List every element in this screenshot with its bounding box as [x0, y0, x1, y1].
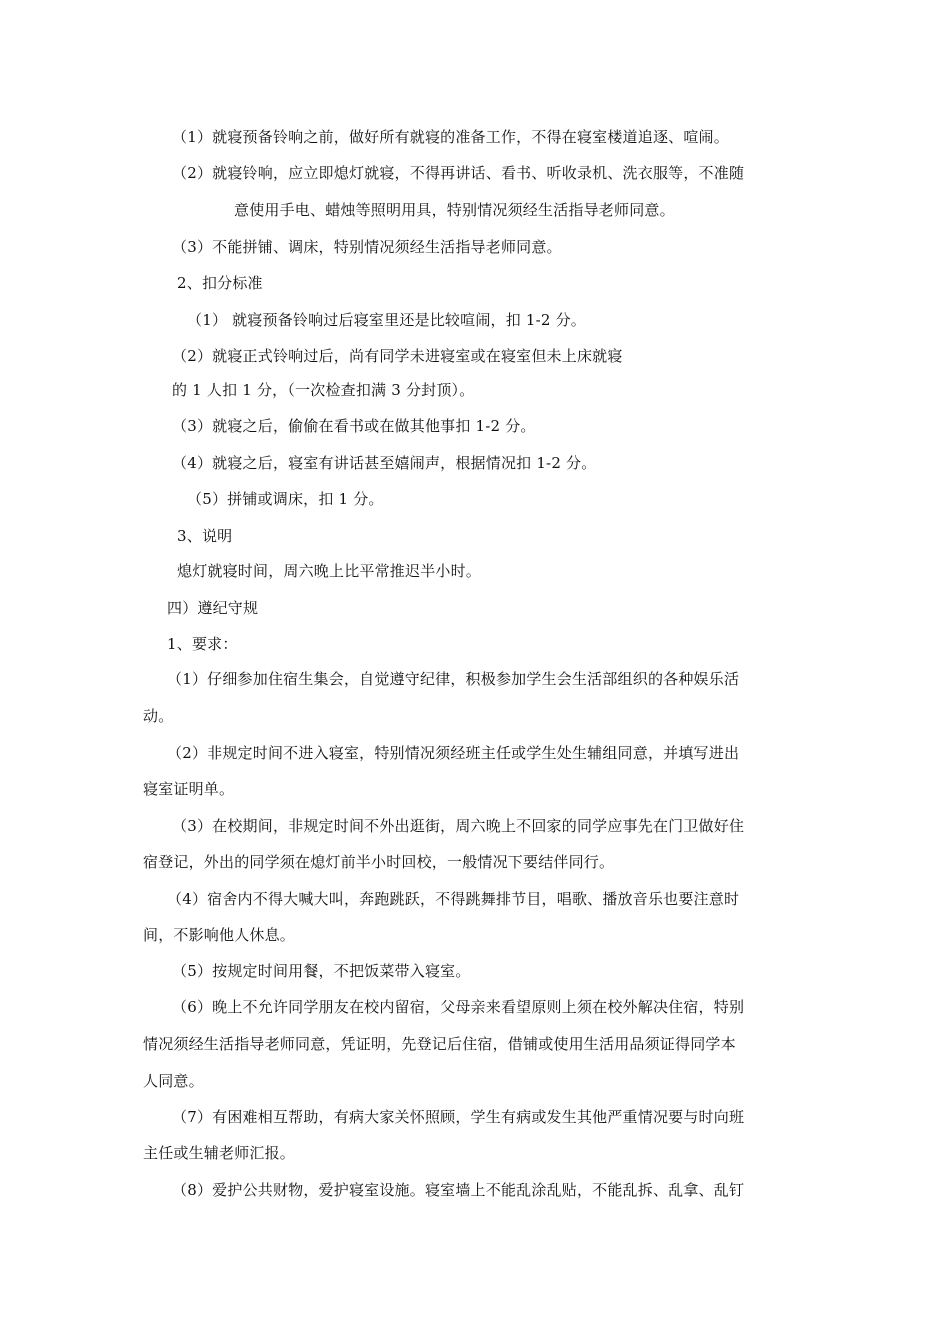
rule-line: （8）爱护公共财物，爱护寝室设施。寝室墙上不能乱涂乱贴，不能乱拆、乱拿、乱钉 [172, 1181, 745, 1199]
rule-line: 动。 [143, 707, 174, 725]
rule-line: （4）宿舍内不得大喊大叫，奔跑跳跃，不得跳舞排节目，唱歌、播放音乐也要注意时 [167, 890, 740, 908]
rule-line: （5）按规定时间用餐，不把饭菜带入寝室。 [172, 962, 471, 980]
rule-line: （3）就寝之后，偷偷在看书或在做其他事扣 1-2 分。 [172, 417, 536, 435]
rule-line: （7）有困难相互帮助，有病大家关怀照顾，学生有病或发生其他严重情况要与时向班 [172, 1108, 745, 1126]
rule-line: 宿登记，外出的同学须在熄灯前半小时回校，一般情况下要结伴同行。 [143, 853, 615, 871]
rule-line: （1） 就寝预备铃响过后寝室里还是比较喧闹，扣 1-2 分。 [187, 311, 587, 329]
rule-line: （2）就寝铃响，应立即熄灯就寝，不得再讲话、看书、听收录机、洗衣服等，不准随 [172, 164, 745, 182]
rule-line: （3）不能拼铺、调床，特别情况须经生活指导老师同意。 [172, 238, 562, 256]
rule-line: 熄灯就寝时间，周六晚上比平常推迟半小时。 [177, 562, 482, 580]
rule-line: （5）拼铺或调床，扣 1 分。 [187, 490, 384, 508]
section-heading: 四）遵纪守规 [167, 599, 259, 617]
rule-line: 主任或生辅老师汇报。 [143, 1144, 296, 1162]
rule-line: （3）在校期间，非规定时间不外出逛街，周六晚上不回家的同学应事先在门卫做好住 [172, 817, 745, 835]
rule-line: 寝室证明单。 [143, 780, 235, 798]
rule-line: （1）仔细参加住宿生集会，自觉遵守纪律，积极参加学生会生活部组织的各种娱乐活 [167, 670, 740, 688]
rule-line: （2）就寝正式铃响过后，尚有同学未进寝室或在寝室但未上床就寝 [172, 347, 623, 365]
rule-line: 情况须经生活指导老师同意，凭证明，先登记后住宿，借铺或使用生活用品须证得同学本 [143, 1035, 736, 1053]
section-heading: 2、扣分标准 [177, 274, 263, 292]
rule-line: 间，不影响他人休息。 [143, 926, 296, 944]
rule-line: （1）就寝预备铃响之前，做好所有就寝的准备工作，不得在寝室楼道追逐、喧闹。 [172, 128, 729, 146]
rule-line: （2）非规定时间不进入寝室，特别情况须经班主任或学生处生辅组同意，并填写进出 [167, 744, 740, 762]
rule-line: 的 1 人扣 1 分，（一次检查扣满 3 分封顶）。 [172, 381, 475, 399]
rule-line: 人同意。 [143, 1072, 204, 1090]
rule-line: （4）就寝之后，寝室有讲话甚至嬉闹声，根据情况扣 1-2 分。 [172, 454, 597, 472]
section-heading: 1、要求： [167, 635, 238, 653]
rule-line: （6）晚上不允许同学朋友在校内留宿，父母亲来看望原则上须在校外解决住宿，特别 [172, 998, 745, 1016]
section-heading: 3、说明 [177, 527, 233, 545]
rule-line: 意使用手电、蜡烛等照明用具，特别情况须经生活指导老师同意。 [234, 201, 675, 219]
